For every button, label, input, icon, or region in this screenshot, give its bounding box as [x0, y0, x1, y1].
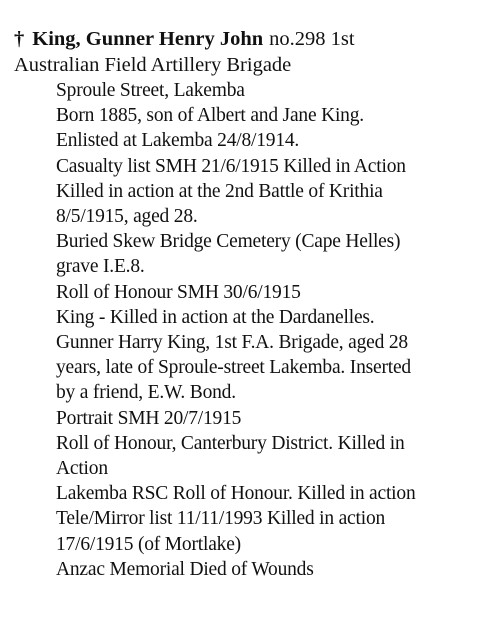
text-line: Roll of Honour, Canterbury District. Killed in	[56, 432, 405, 454]
entry-body	[14, 78, 490, 582]
text-line: Gunner Harry King, 1st F.A. Brigade, aged 28	[56, 332, 408, 354]
text-line: King - Killed in action at the Dardanelles.	[56, 306, 375, 328]
text-line: Sproule Street, Lakemba	[56, 80, 245, 101]
unit-name: Australian Field Artillery Brigade	[14, 54, 292, 76]
text-line: Born 1885, son of Albert and Jane King.	[56, 105, 364, 127]
text-line: years, late of Sproule-street Lakemba. Inserted	[56, 357, 411, 379]
soldier-name: King, Gunner Henry John	[32, 28, 264, 50]
text-line: Casualty list SMH 21/6/1915 Killed in Action	[56, 155, 406, 177]
service-number: no.298	[269, 28, 326, 50]
text-line: Portrait SMH 20/7/1915	[56, 407, 242, 429]
text-line: Lakemba RSC Roll of Honour. Killed in action	[56, 483, 416, 505]
text-line: Tele/Mirror list 11/11/1993 Killed in action	[56, 508, 386, 530]
text-line: grave I.E.8.	[56, 256, 145, 278]
text-line: Buried Skew Bridge Cemetery (Cape Helles)	[56, 231, 401, 253]
memorial-entry	[14, 26, 490, 582]
text-line: Anzac Memorial Died of Wounds	[56, 558, 314, 580]
text-line: Enlisted at Lakemba 24/8/1914.	[56, 130, 300, 152]
text-line: Roll of Honour SMH 30/6/1915	[56, 281, 301, 303]
text-line: 17/6/1915 (of Mortlake)	[56, 533, 241, 555]
deceased-cross-icon: †	[14, 28, 25, 50]
entry-heading	[14, 26, 490, 78]
text-line: 8/5/1915, aged 28.	[56, 206, 198, 228]
text-line: Killed in action at the 2nd Battle of Krithia	[56, 180, 383, 202]
text-line: by a friend, E.W. Bond.	[56, 382, 236, 404]
unit-start: 1st	[330, 28, 355, 50]
text-line: Action	[56, 458, 108, 480]
